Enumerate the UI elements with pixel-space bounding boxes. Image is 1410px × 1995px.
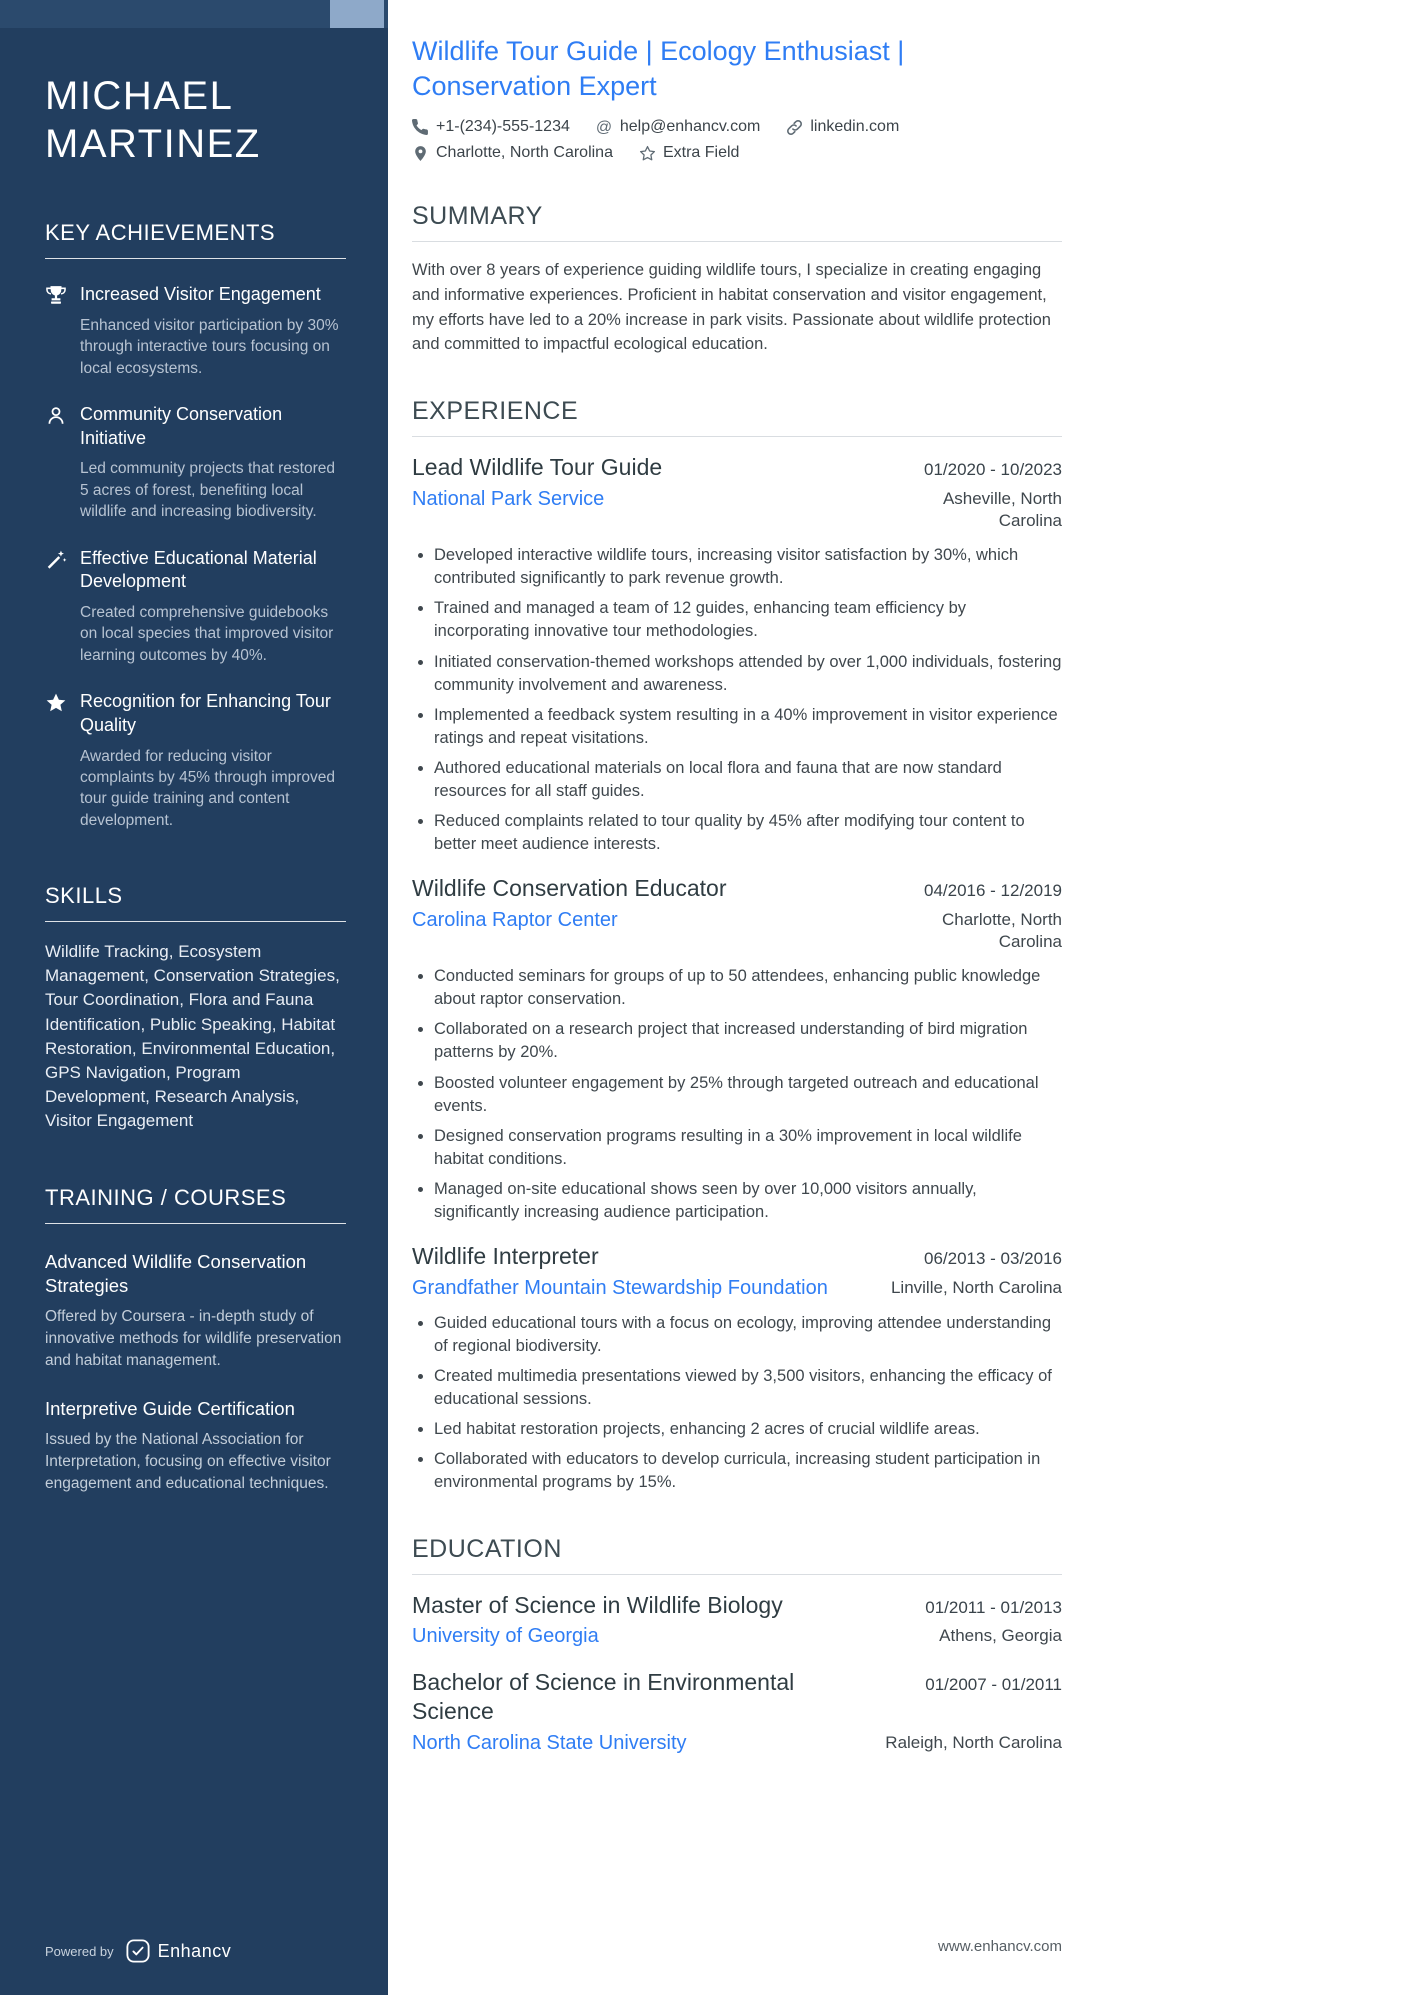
course-text: Issued by the National Association for Interpretation, focusing on effective visitor engagement and educational techniques. bbox=[45, 1431, 331, 1492]
phone-icon bbox=[412, 119, 429, 136]
summary-text: With over 8 years of experience guiding wildlife tours, I specialize in creating engaging and informative experiences. Proficient in habitat conservation and visitor engagement, my efforts have led to a 20% increase in park visits. Passionate about wildlife protection and committed to impactful ecological education. bbox=[412, 261, 1051, 354]
contact-row bbox=[412, 118, 1052, 162]
link-icon bbox=[786, 119, 803, 136]
course-title: Advanced Wildlife Conservation Strategies bbox=[45, 1251, 307, 1297]
achievement-item bbox=[45, 283, 346, 379]
phone-number: +1-(234)-555-1234 bbox=[436, 118, 570, 136]
experience-section bbox=[412, 397, 1062, 1494]
trophy-icon bbox=[45, 285, 67, 307]
degree-dates: 01/2007 - 01/2011 bbox=[925, 1675, 1062, 1695]
degree-entry bbox=[412, 1591, 1062, 1649]
skills-section bbox=[45, 883, 346, 1133]
bullet: • Managed on-site educational shows seen by over 10,000 visitors annually, significantly increasing audience participation. bbox=[434, 1178, 1062, 1224]
powered-by-label: Powered by bbox=[45, 1943, 114, 1959]
website-footer[interactable]: www.enhancv.com bbox=[938, 1938, 1062, 1955]
job-bullets bbox=[412, 1312, 1062, 1495]
brand-name: Enhancv bbox=[157, 1940, 232, 1961]
achievement-body bbox=[80, 403, 346, 523]
job-title: Wildlife Interpreter bbox=[412, 1243, 599, 1270]
job-dates: 01/2020 - 10/2023 bbox=[923, 460, 1062, 480]
school-name: North Carolina State University bbox=[412, 1731, 687, 1754]
training-section bbox=[45, 1185, 346, 1494]
candidate-name: MICHAEL MARTINEZ bbox=[45, 74, 261, 166]
extra-field-text: Extra Field bbox=[662, 144, 740, 162]
enhancv-brand bbox=[126, 1939, 232, 1963]
main-content bbox=[412, 34, 1062, 1775]
job-entry bbox=[412, 1242, 1062, 1494]
phone-contact bbox=[412, 118, 570, 136]
achievement-text: Led community projects that restored 5 acres of forest, benefiting local wildlife and increasing biodiversity. bbox=[80, 460, 336, 521]
job-location: Linville, North Carolina bbox=[890, 1277, 1062, 1297]
resume-headline: Wildlife Tour Guide | Ecology Enthusiast | Conservation Expert bbox=[412, 36, 905, 102]
location-text: Charlotte, North Carolina bbox=[436, 144, 613, 162]
email-icon: @ bbox=[595, 118, 613, 136]
achievement-title: Community Conservation Initiative bbox=[80, 403, 283, 448]
star-icon bbox=[639, 145, 656, 162]
achievement-item bbox=[45, 690, 346, 831]
training-heading: TRAINING / COURSES bbox=[45, 1185, 346, 1224]
bullet: • Collaborated with educators to develop curricula, increasing student participation in environmental programs by 15%. bbox=[434, 1448, 1062, 1494]
bullet: • Initiated conservation-themed workshops attended by over 1,000 individuals, fostering community involvement and awareness. bbox=[434, 651, 1062, 697]
course-item bbox=[45, 1250, 346, 1371]
job-entry bbox=[412, 874, 1062, 1224]
accent-block bbox=[330, 0, 384, 28]
school-location: Raleigh, North Carolina bbox=[885, 1732, 1062, 1752]
job-title: Lead Wildlife Tour Guide bbox=[412, 454, 663, 481]
degree-title: Bachelor of Science in Environmental Science bbox=[412, 1669, 795, 1725]
extra-field-contact bbox=[639, 144, 739, 162]
school-name: University of Georgia bbox=[412, 1625, 599, 1648]
job-dates: 04/2016 - 12/2019 bbox=[923, 881, 1062, 901]
summary-section bbox=[412, 202, 1062, 357]
achievement-title: Increased Visitor Engagement bbox=[80, 284, 321, 304]
wand-icon bbox=[45, 549, 67, 571]
achievement-text: Awarded for reducing visitor complaints by 45% through improved tour guide training and content development. bbox=[80, 747, 336, 829]
skills-heading: SKILLS bbox=[45, 883, 346, 922]
email-address: help@enhancv.com bbox=[619, 118, 761, 136]
job-title: Wildlife Conservation Educator bbox=[412, 875, 727, 902]
degree-dates: 01/2011 - 01/2013 bbox=[925, 1597, 1062, 1617]
bullet: • Collaborated on a research project that increased understanding of bird migration patterns by 20%. bbox=[434, 1018, 1062, 1064]
bullet: • Implemented a feedback system resulting in a 40% improvement in visitor experience ratings and repeat visitations. bbox=[434, 704, 1062, 750]
job-entry bbox=[412, 453, 1062, 856]
bullet: • Conducted seminars for groups of up to 50 attendees, enhancing public knowledge about raptor conservation. bbox=[434, 965, 1062, 1011]
job-dates: 06/2013 - 03/2016 bbox=[923, 1249, 1062, 1269]
bullet: • Created multimedia presentations viewed by 3,500 visitors, enhancing the efficacy of educational sessions. bbox=[434, 1365, 1062, 1411]
education-heading: EDUCATION bbox=[412, 1535, 1062, 1575]
experience-heading: EXPERIENCE bbox=[412, 397, 1062, 437]
location-icon bbox=[412, 145, 429, 162]
summary-heading: SUMMARY bbox=[412, 202, 1062, 242]
degree-entry bbox=[412, 1668, 1062, 1755]
bullet: • Guided educational tours with a focus on ecology, improving attendee understanding of regional biodiversity. bbox=[434, 1312, 1062, 1358]
key-achievements-heading: KEY ACHIEVEMENTS bbox=[45, 220, 346, 259]
education-section bbox=[412, 1535, 1062, 1755]
location-contact bbox=[412, 144, 613, 162]
achievement-text: Created comprehensive guidebooks on local species that improved visitor learning outcomes by 40%. bbox=[80, 604, 334, 664]
bullet: • Reduced complaints related to tour quality by 45% after modifying tour content to better meet audience interests. bbox=[434, 810, 1062, 856]
achievement-title: Effective Educational Material Development bbox=[80, 547, 317, 592]
achievement-item bbox=[45, 547, 346, 667]
powered-by-footer bbox=[45, 1939, 231, 1963]
star-icon bbox=[45, 692, 67, 714]
sidebar bbox=[0, 0, 388, 1995]
bullet: • Led habitat restoration projects, enhancing 2 acres of crucial wildlife areas. bbox=[434, 1418, 1062, 1441]
job-location: Charlotte, North Carolina bbox=[942, 910, 1062, 952]
achievement-body bbox=[80, 547, 346, 667]
achievement-body bbox=[80, 283, 346, 379]
achievement-text: Enhanced visitor participation by 30% through interactive tours focusing on local ecosystems. bbox=[80, 316, 339, 377]
course-text: Offered by Coursera - in-depth study of innovative methods for wildlife preservation and habitat management. bbox=[45, 1308, 342, 1369]
accent-strip bbox=[0, 0, 388, 28]
job-bullets bbox=[412, 544, 1062, 856]
school-location: Athens, Georgia bbox=[939, 1626, 1062, 1646]
enhancv-logo-icon bbox=[126, 1939, 150, 1963]
bullet: • Designed conservation programs resulting in a 30% improvement in local wildlife habitat conditions. bbox=[434, 1125, 1062, 1171]
company-name: National Park Service bbox=[412, 487, 605, 510]
company-name: Carolina Raptor Center bbox=[412, 909, 618, 931]
course-item bbox=[45, 1397, 346, 1494]
achievement-title: Recognition for Enhancing Tour Quality bbox=[80, 691, 331, 735]
key-achievements-section bbox=[45, 220, 346, 831]
job-location: Asheville, North Carolina bbox=[942, 488, 1062, 531]
community-icon bbox=[45, 405, 67, 427]
email-contact[interactable] bbox=[596, 118, 760, 136]
job-bullets bbox=[412, 965, 1062, 1224]
bullet: • Authored educational materials on local flora and fauna that are now standard resources for all staff guides. bbox=[434, 757, 1062, 803]
skills-list: Wildlife Tracking, Ecosystem Management, Conservation Strategies, Tour Coordination, Flora and Fauna Identification, Public Speaking, Habitat Restoration, Environmental Education, GPS Navigation, Program Development, Research Analysis, Visitor Engagement bbox=[45, 942, 340, 1130]
achievement-item bbox=[45, 403, 346, 523]
company-name: Grandfather Mountain Stewardship Foundation bbox=[412, 1276, 828, 1299]
bullet: • Trained and managed a team of 12 guides, enhancing team efficiency by incorporating innovative tour methodologies. bbox=[434, 597, 1062, 643]
linkedin-contact[interactable] bbox=[786, 118, 899, 136]
course-title: Interpretive Guide Certification bbox=[45, 1398, 295, 1420]
achievement-body bbox=[80, 690, 346, 831]
bullet: • Developed interactive wildlife tours, increasing visitor satisfaction by 30%, which contributed significantly to park revenue growth. bbox=[434, 544, 1062, 590]
linkedin-url: linkedin.com bbox=[810, 118, 900, 136]
bullet: • Boosted volunteer engagement by 25% through targeted outreach and educational events. bbox=[434, 1072, 1062, 1118]
degree-title: Master of Science in Wildlife Biology bbox=[412, 1591, 783, 1618]
